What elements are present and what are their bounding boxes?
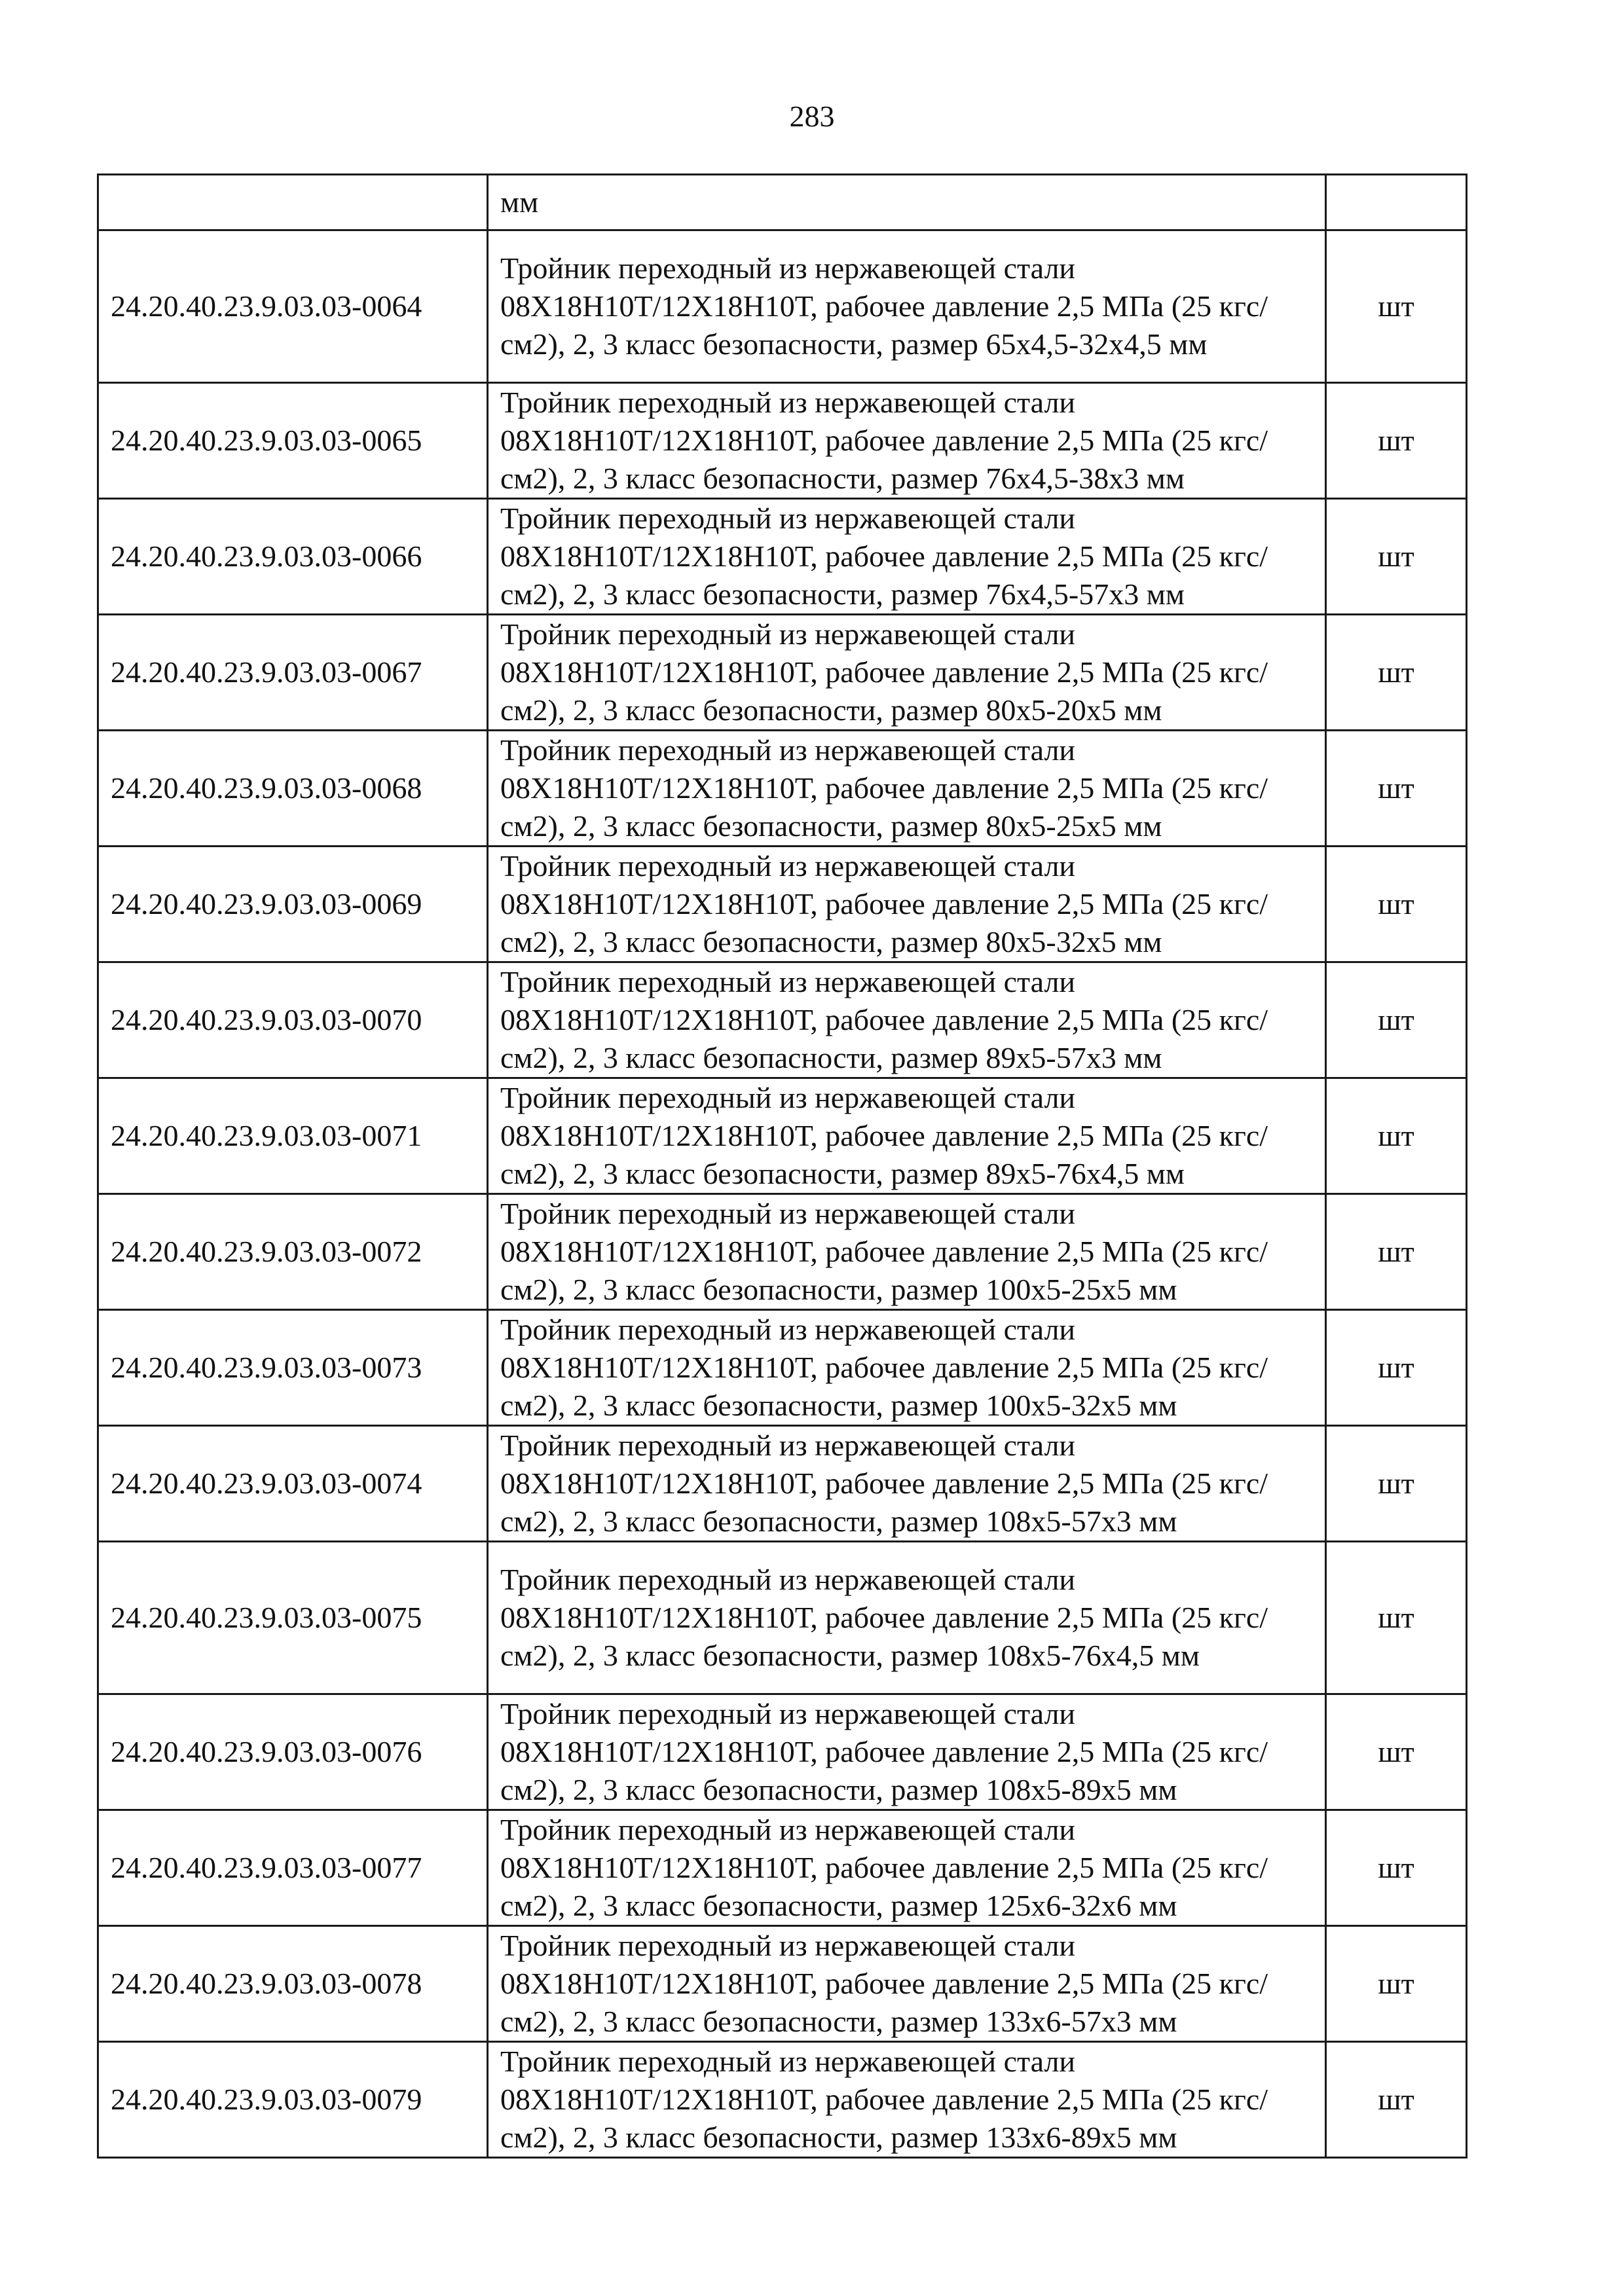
description-cell: Тройник переходный из нержавеющей стали 08Х18Н10Т/12Х18Н10Т, рабочее давление 2,5 МПа (25 кгс/см2), 2, 3 класс безопасности, размер 80х5-25х5 мм — [488, 731, 1326, 847]
description-cell: Тройник переходный из нержавеющей стали 08Х18Н10Т/12Х18Н10Т, рабочее давление 2,5 МПа (25 кгс/см2), 2, 3 класс безопасности, размер 108х5-57х3 мм — [488, 1426, 1326, 1542]
unit-cell: шт — [1326, 615, 1467, 731]
code-cell: 24.20.40.23.9.03.03-0065 — [98, 383, 488, 499]
table-row — [98, 1078, 1467, 1194]
table-row — [98, 1926, 1467, 2042]
unit-cell: шт — [1326, 1426, 1467, 1542]
unit-cell: шт — [1326, 230, 1467, 383]
table-row — [98, 1542, 1467, 1694]
code-cell: 24.20.40.23.9.03.03-0075 — [98, 1542, 488, 1694]
code-cell: 24.20.40.23.9.03.03-0079 — [98, 2042, 488, 2158]
description-cell: Тройник переходный из нержавеющей стали 08Х18Н10Т/12Х18Н10Т, рабочее давление 2,5 МПа (25 кгс/см2), 2, 3 класс безопасности, размер 133х6-89х5 мм — [488, 2042, 1326, 2158]
description-cell: Тройник переходный из нержавеющей стали 08Х18Н10Т/12Х18Н10Т, рабочее давление 2,5 МПа (25 кгс/см2), 2, 3 класс безопасности, размер 76х4,5-38х3 мм — [488, 383, 1326, 499]
page-number: 283 — [789, 100, 835, 133]
table-row — [98, 2042, 1467, 2158]
description-cell: мм — [488, 175, 1326, 230]
unit-cell: шт — [1326, 1310, 1467, 1426]
table-row — [98, 1194, 1467, 1310]
code-cell: 24.20.40.23.9.03.03-0076 — [98, 1694, 488, 1810]
code-cell: 24.20.40.23.9.03.03-0074 — [98, 1426, 488, 1542]
table-row — [98, 230, 1467, 383]
unit-cell: шт — [1326, 1542, 1467, 1694]
table-row — [98, 1810, 1467, 1926]
table-row — [98, 499, 1467, 615]
code-cell: 24.20.40.23.9.03.03-0067 — [98, 615, 488, 731]
table-row — [98, 1426, 1467, 1542]
description-cell: Тройник переходный из нержавеющей стали 08Х18Н10Т/12Х18Н10Т, рабочее давление 2,5 МПа (25 кгс/см2), 2, 3 класс безопасности, размер 133х6-57х3 мм — [488, 1926, 1326, 2042]
description-cell: Тройник переходный из нержавеющей стали 08Х18Н10Т/12Х18Н10Т, рабочее давление 2,5 МПа (25 кгс/см2), 2, 3 класс безопасности, размер 125х6-32х6 мм — [488, 1810, 1326, 1926]
description-cell: Тройник переходный из нержавеющей стали 08Х18Н10Т/12Х18Н10Т, рабочее давление 2,5 МПа (25 кгс/см2), 2, 3 класс безопасности, размер 100х5-25х5 мм — [488, 1194, 1326, 1310]
table-row — [98, 383, 1467, 499]
description-cell: Тройник переходный из нержавеющей стали 08Х18Н10Т/12Х18Н10Т, рабочее давление 2,5 МПа (25 кгс/см2), 2, 3 класс безопасности, размер 65х4,5-32х4,5 мм — [488, 230, 1326, 383]
table-row — [98, 1310, 1467, 1426]
unit-cell — [1326, 175, 1467, 230]
description-cell: Тройник переходный из нержавеющей стали 08Х18Н10Т/12Х18Н10Т, рабочее давление 2,5 МПа (25 кгс/см2), 2, 3 класс безопасности, размер 108х5-76х4,5 мм — [488, 1542, 1326, 1694]
code-cell: 24.20.40.23.9.03.03-0071 — [98, 1078, 488, 1194]
description-cell: Тройник переходный из нержавеющей стали 08Х18Н10Т/12Х18Н10Т, рабочее давление 2,5 МПа (25 кгс/см2), 2, 3 класс безопасности, размер 100х5-32х5 мм — [488, 1310, 1326, 1426]
unit-cell: шт — [1326, 383, 1467, 499]
code-cell: 24.20.40.23.9.03.03-0078 — [98, 1926, 488, 2042]
code-cell: 24.20.40.23.9.03.03-0070 — [98, 962, 488, 1078]
code-cell: 24.20.40.23.9.03.03-0072 — [98, 1194, 488, 1310]
unit-cell: шт — [1326, 499, 1467, 615]
table-row — [98, 615, 1467, 731]
unit-cell: шт — [1326, 2042, 1467, 2158]
unit-cell: шт — [1326, 731, 1467, 847]
code-cell: 24.20.40.23.9.03.03-0073 — [98, 1310, 488, 1426]
description-cell: Тройник переходный из нержавеющей стали 08Х18Н10Т/12Х18Н10Т, рабочее давление 2,5 МПа (25 кгс/см2), 2, 3 класс безопасности, размер 89х5-76х4,5 мм — [488, 1078, 1326, 1194]
table-row — [98, 962, 1467, 1078]
code-cell: 24.20.40.23.9.03.03-0069 — [98, 847, 488, 962]
code-cell — [98, 175, 488, 230]
unit-cell: шт — [1326, 962, 1467, 1078]
description-cell: Тройник переходный из нержавеющей стали 08Х18Н10Т/12Х18Н10Т, рабочее давление 2,5 МПа (25 кгс/см2), 2, 3 класс безопасности, размер 80х5-20х5 мм — [488, 615, 1326, 731]
code-cell: 24.20.40.23.9.03.03-0066 — [98, 499, 488, 615]
unit-cell: шт — [1326, 847, 1467, 962]
code-cell: 24.20.40.23.9.03.03-0077 — [98, 1810, 488, 1926]
description-cell: Тройник переходный из нержавеющей стали 08Х18Н10Т/12Х18Н10Т, рабочее давление 2,5 МПа (25 кгс/см2), 2, 3 класс безопасности, размер 89х5-57х3 мм — [488, 962, 1326, 1078]
unit-cell: шт — [1326, 1078, 1467, 1194]
table-row — [98, 1694, 1467, 1810]
description-cell: Тройник переходный из нержавеющей стали 08Х18Н10Т/12Х18Н10Т, рабочее давление 2,5 МПа (25 кгс/см2), 2, 3 класс безопасности, размер 76х4,5-57х3 мм — [488, 499, 1326, 615]
description-cell: Тройник переходный из нержавеющей стали 08Х18Н10Т/12Х18Н10Т, рабочее давление 2,5 МПа (25 кгс/см2), 2, 3 класс безопасности, размер 80х5-32х5 мм — [488, 847, 1326, 962]
resource-table — [97, 173, 1467, 2159]
code-cell: 24.20.40.23.9.03.03-0068 — [98, 731, 488, 847]
unit-cell: шт — [1326, 1810, 1467, 1926]
table-row — [98, 731, 1467, 847]
unit-cell: шт — [1326, 1194, 1467, 1310]
code-cell: 24.20.40.23.9.03.03-0064 — [98, 230, 488, 383]
unit-cell: шт — [1326, 1926, 1467, 2042]
description-cell: Тройник переходный из нержавеющей стали 08Х18Н10Т/12Х18Н10Т, рабочее давление 2,5 МПа (25 кгс/см2), 2, 3 класс безопасности, размер 108х5-89х5 мм — [488, 1694, 1326, 1810]
table-row — [98, 847, 1467, 962]
unit-cell: шт — [1326, 1694, 1467, 1810]
continuation-row — [98, 175, 1467, 230]
